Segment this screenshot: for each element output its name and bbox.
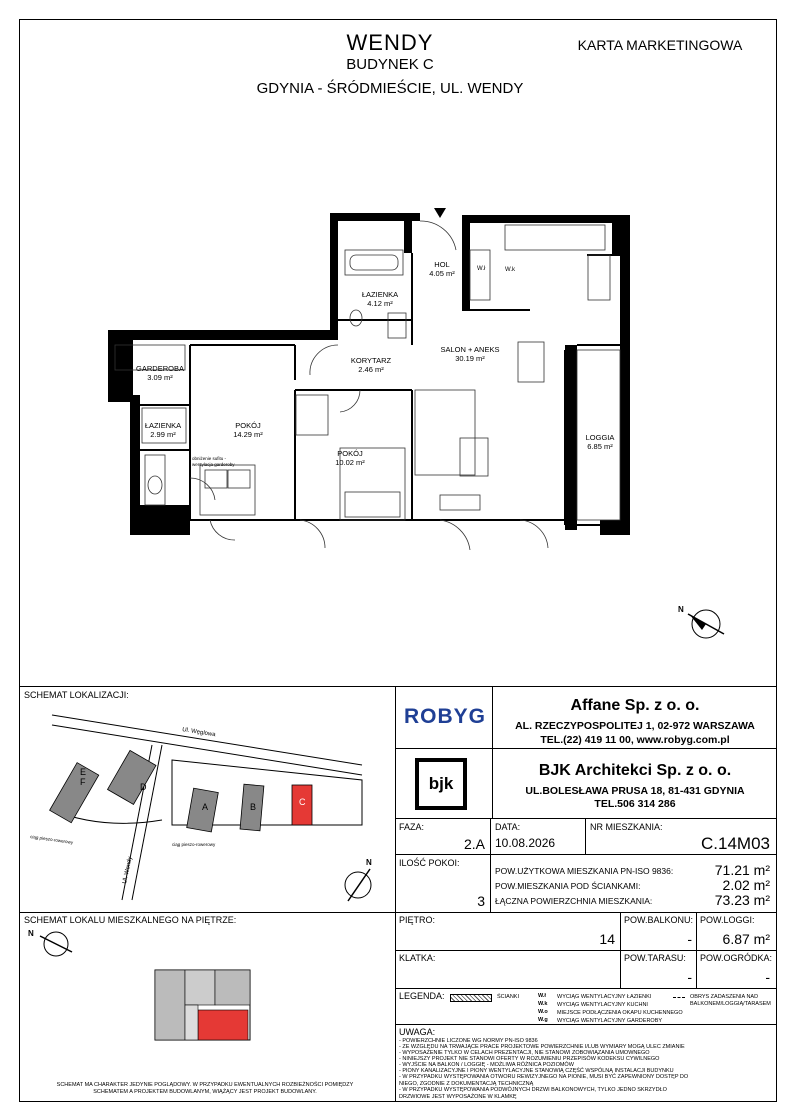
svg-text:F: F xyxy=(80,777,86,787)
svg-text:W.ł: W.ł xyxy=(477,266,486,272)
divider xyxy=(395,988,777,989)
area-value: 71.21 m² xyxy=(714,862,770,878)
entrance-arrow xyxy=(434,208,446,218)
room-label: KORYTARZ 2.46 m² xyxy=(350,356,392,374)
area-value: 2.02 m² xyxy=(722,877,770,893)
wall-swatch xyxy=(450,994,492,1002)
svg-text:N: N xyxy=(28,929,34,938)
bjk-logo xyxy=(415,758,467,810)
legend-text: MIEJSCE PODŁĄCZENIA OKAPU KUCHENNEGO xyxy=(557,1010,683,1016)
company-address: AL. RZECZYPOSPOLITEJ 1, 02-972 WARSZAWA xyxy=(515,720,755,732)
project-title: WENDY xyxy=(346,30,434,55)
svg-text:C: C xyxy=(299,797,306,807)
divider xyxy=(395,818,777,819)
pietro-value: 14 xyxy=(599,931,615,947)
company-name: Affane Sp. z o. o. xyxy=(570,697,700,714)
outline-swatch xyxy=(673,997,685,998)
north-arrow-icon xyxy=(26,924,76,964)
location-name: GDYNIA - ŚRÓDMIEŚCIE, UL. WENDY xyxy=(256,80,524,97)
room-label: POKÓJ 10.02 m² xyxy=(335,449,365,467)
divider xyxy=(395,950,777,951)
svg-text:A: A xyxy=(202,802,209,812)
room-label: ŁAZIENKA 2.99 m² xyxy=(144,421,182,439)
path-label: ciąg pieszo-rowerowy xyxy=(29,834,74,846)
note-line: - W PRZYPADKU WYSTĘPOWANIA OTWORU REWIZYJNEGO NA PIONIE, MUSI BYĆ ZAPEWNIONY DOSTĘP DO NIEGO, ZGODNIE Z DOKUMENTACJĄ TECHNICZNĄ xyxy=(399,1074,689,1087)
floor-schema-map xyxy=(150,965,260,1045)
taras-value: - xyxy=(687,969,692,985)
legend-text: WYCIĄG WENTYLACYJNY ŁAZIENKI xyxy=(557,994,652,1000)
data-label: DATA: xyxy=(495,822,521,832)
divider xyxy=(395,748,777,749)
note-line: - PIONY KANALIZACYJNE I PIONY WENTYLACYJNE STANOWIĄ CZĘŚĆ WSPÓLNĄ INSTALACJI BUDYNKU xyxy=(399,1068,674,1074)
legend-walls: ŚCIANKI xyxy=(497,994,520,1000)
room-label: POKÓJ 14.29 m² xyxy=(233,421,263,439)
taras-label: POW.TARASU: xyxy=(624,953,686,963)
notes-label: UWAGA: xyxy=(399,1027,436,1037)
legend-label: LEGENDA: xyxy=(399,991,445,1001)
plan-note: obniżenie sufitu - wentylacja garderoby xyxy=(192,456,235,467)
pietro-label: PIĘTRO: xyxy=(399,915,436,925)
floor-schema-label: SCHEMAT LOKALU MIESZKALNEGO NA PIĘTRZE: xyxy=(24,915,237,925)
room-label: GARDEROBA 3.09 m² xyxy=(136,364,184,382)
note-line: - W PRZYPADKU WYSTĘPOWANIA PODWÓJNYCH DRZWI BALKONOWYCH, TYLKO JEDNO SKRZYDŁO DRZWIOWE JEST WYPOSAŻONE W KLAMKĘ xyxy=(399,1087,667,1100)
svg-text:W.k: W.k xyxy=(505,267,515,273)
room-label: ŁAZIENKA 4.12 m² xyxy=(361,290,399,308)
legend-code: W.ł xyxy=(538,993,546,999)
legend-outline: OBRYS ZADASZENIA NAD BALKONEM/LOGGIĄ/TARASEM xyxy=(690,994,771,1007)
card-type: KARTA MARKETINGOWA xyxy=(577,37,743,53)
divider xyxy=(19,686,777,687)
svg-text:N: N xyxy=(678,605,684,614)
room-label: HOL 4.05 m² xyxy=(429,260,455,278)
legend-text: WYCIĄG WENTYLACYJNY GARDEROBY xyxy=(557,1018,663,1024)
path-label: ciąg pieszo-rowerowy xyxy=(172,842,216,847)
north-arrow-icon xyxy=(670,598,730,648)
divider xyxy=(585,818,586,854)
nr-label: NR MIESZKANIA: xyxy=(590,822,663,832)
pokoje-label: ILOŚĆ POKOI: xyxy=(399,858,460,868)
room-label: SALON + ANEKS 30.19 m² xyxy=(440,345,500,363)
divider xyxy=(492,686,493,818)
nr-value: C.14M03 xyxy=(701,834,770,853)
divider xyxy=(19,912,396,913)
legend-text: WYCIĄG WENTYLACYJNY KUCHNI xyxy=(557,1002,648,1008)
ogrodek-label: POW.OGRÓDKA: xyxy=(700,953,773,963)
building-name: BUDYNEK C xyxy=(346,56,434,73)
company-contact: TEL.(22) 419 11 00, www.robyg.com.pl xyxy=(540,734,730,746)
svg-text:N: N xyxy=(366,858,372,867)
disclaimer: SCHEMAT MA CHARAKTER JEDYNIE POGLĄDOWY. W PRZYPADKU EWENTUALNYCH ROZBIEŻNOŚCI POMIĘDZY SCHEMATEM A PROJEKTEM BUDOWLANYM, WIĄŻĄCY JEST PROJEKT BUDOWLANY. xyxy=(56,1082,354,1095)
divider xyxy=(395,1024,777,1025)
svg-text:B: B xyxy=(250,802,257,812)
robyg-logo: ROBYG xyxy=(403,705,486,728)
faza-label: FAZA: xyxy=(399,822,425,832)
legend-code: W.o xyxy=(538,1009,548,1015)
pokoje-value: 3 xyxy=(477,893,485,909)
note-line: - POWIERZCHNIE LICZONE WG NORMY PN-ISO 9836 xyxy=(399,1038,538,1044)
area-label: POW.MIESZKANIA POD ŚCIANKAMI: xyxy=(495,881,641,891)
divider xyxy=(395,912,777,913)
svg-text:E: E xyxy=(80,767,87,777)
data-value: 10.08.2026 xyxy=(495,836,556,850)
balkon-value: - xyxy=(687,931,692,947)
svg-text:D: D xyxy=(140,782,147,792)
note-line: - NINIEJSZY PROJEKT NIE STANOWI OFERTY W ROZUMIENIU PRZEPISÓW KODEKSU CYWILNEGO xyxy=(399,1056,660,1062)
room-label: LOGGIA 6.85 m² xyxy=(585,433,615,451)
note-line: - WYJŚCIE NA BALKON / LOGGIĘ - MOŻLIWA RÓŻNICA POZIOMÓW xyxy=(399,1062,574,1068)
street-label: Ul. Węglowa xyxy=(181,727,216,739)
legend-code: W.k xyxy=(538,1001,548,1007)
street-label: Ul. Wendy xyxy=(122,856,134,885)
loggia-value: 6.87 m² xyxy=(722,931,770,947)
area-label: POW.UŻYTKOWA MIESZKANIA PN-ISO 9836: xyxy=(495,866,674,876)
architect-address: UL.BOLESŁAWA PRUSA 18, 81-431 GDYNIA xyxy=(525,785,745,797)
legend-code: W.g xyxy=(538,1017,548,1023)
bjk-logo-text: bjk xyxy=(428,774,454,793)
faza-value: 2.A xyxy=(463,836,485,852)
architect-name: BJK Architekci Sp. z o. o. xyxy=(538,762,732,779)
area-label: ŁĄCZNA POWIERZCHNIA MIESZKANIA: xyxy=(495,896,653,906)
area-value: 73.23 m² xyxy=(714,892,770,908)
balkon-label: POW.BALKONU: xyxy=(624,915,694,925)
north-arrow-icon xyxy=(330,855,385,910)
divider xyxy=(490,818,491,912)
note-line: - ZE WZGLĘDU NA TRWAJĄCE PRACE PROJEKTOWE POWIERZCHNIE I/LUB WYMIARY MOGĄ ULEC ZMIANIE xyxy=(399,1044,685,1050)
location-schema-label: SCHEMAT LOKALIZACJI: xyxy=(24,690,129,700)
divider xyxy=(395,854,777,855)
architect-contact: TEL.506 314 286 xyxy=(594,798,676,810)
klatka-label: KLATKA: xyxy=(399,953,436,963)
ogrodek-value: - xyxy=(765,969,770,985)
note-line: - WYPOSAŻENIE TYLKO W CELACH PREZENTACJI, NIE STANOWI ZOBOWIĄZANIA UMOWNEGO xyxy=(399,1050,650,1056)
loggia-label: POW.LOGGI: xyxy=(700,915,755,925)
